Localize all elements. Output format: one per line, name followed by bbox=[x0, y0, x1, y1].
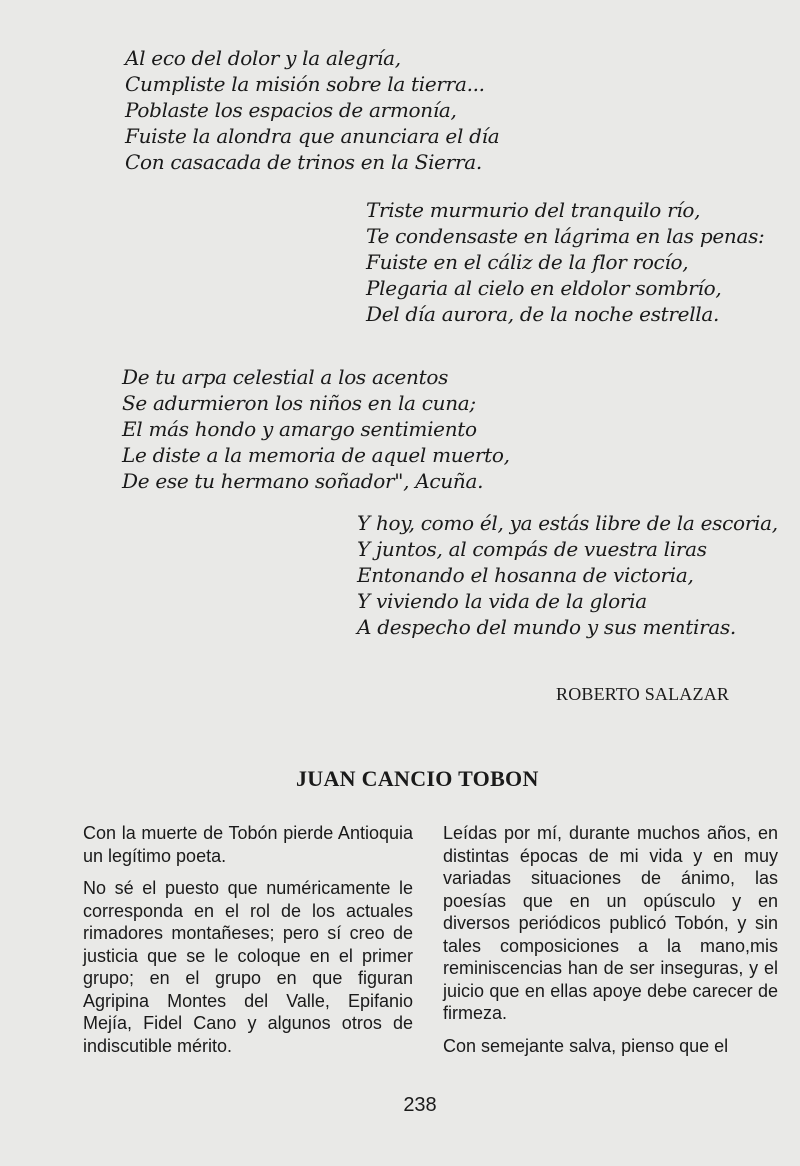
verse-line: De ese tu hermano soñador", Acuña. bbox=[122, 469, 484, 493]
verse-line: Te condensaste en lágrima en las penas: bbox=[366, 224, 765, 248]
verse-line: Le diste a la memoria de aquel muerto, bbox=[122, 443, 510, 467]
verse-line: Y juntos, al compás de vuestra liras bbox=[357, 537, 707, 561]
article-column-right bbox=[443, 822, 778, 1067]
verse-line: Y viviendo la vida de la gloria bbox=[357, 589, 647, 613]
verse-line: De tu arpa celestial a los acentos bbox=[122, 365, 449, 389]
verse-line: Fuiste la alondra que anunciara el día bbox=[125, 124, 500, 148]
paragraph: Leídas por mí, durante muchos años, en distintas épocas de mi vida y en muy variadas situaciones de ánimo, las poesías que en un opúsculo y en diversos periódicos publicó Tobón, y sin tales composiciones a la mano,mis reminiscencias han de ser inseguras, y el juicio que en ellas apoye debe carecer de firmeza. bbox=[443, 823, 778, 1023]
verse-line: Del día aurora, de la noche estrella. bbox=[366, 302, 720, 326]
page-number: 238 bbox=[403, 1094, 437, 1116]
verse-line: Se adurmieron los niños en la cuna; bbox=[122, 391, 476, 415]
paragraph: Con semejante salva, pienso que el bbox=[443, 1035, 729, 1056]
verse-line: Con casacada de trinos en la Sierra. bbox=[125, 150, 482, 174]
verse-line: Cumpliste la misión sobre la tierra... bbox=[125, 72, 485, 96]
paragraph: No sé el puesto que numéricamente le corresponda en el rol de los actuales rimadores montañeses; pero sí creo de justicia que se le coloque en el primer grupo; en el grupo en que figuran Agripina Montes del Valle, Epifanio Mejía, Fidel Cano y algunos otros de indiscutible mérito. bbox=[83, 878, 413, 1056]
verse-line: Al eco del dolor y la alegría, bbox=[125, 46, 401, 70]
poem-stanza-1 bbox=[125, 45, 499, 175]
verse-line: A despecho del mundo y sus mentiras. bbox=[357, 615, 736, 639]
article-column-left bbox=[83, 822, 413, 1067]
poem-stanza-4 bbox=[357, 510, 778, 640]
article-title: JUAN CANCIO TOBON bbox=[296, 766, 539, 791]
paragraph: Con la muerte de Tobón pierde Antioquia un legítimo poeta. bbox=[83, 823, 413, 866]
verse-line: Fuiste en el cáliz de la flor rocío, bbox=[366, 250, 689, 274]
verse-line: Plegaria al cielo en eldolor sombrío, bbox=[366, 276, 722, 300]
verse-line: Triste murmurio del tranquilo río, bbox=[366, 198, 701, 222]
poem-stanza-2 bbox=[366, 197, 764, 327]
verse-line: Poblaste los espacios de armonía, bbox=[125, 98, 457, 122]
poem-author: ROBERTO SALAZAR bbox=[556, 684, 730, 704]
verse-line: Y hoy, como él, ya estás libre de la escoria, bbox=[357, 511, 778, 535]
verse-line: El más hondo y amargo sentimiento bbox=[122, 417, 477, 441]
verse-line: Entonando el hosanna de victoria, bbox=[357, 563, 694, 587]
poem-stanza-3 bbox=[122, 364, 510, 494]
